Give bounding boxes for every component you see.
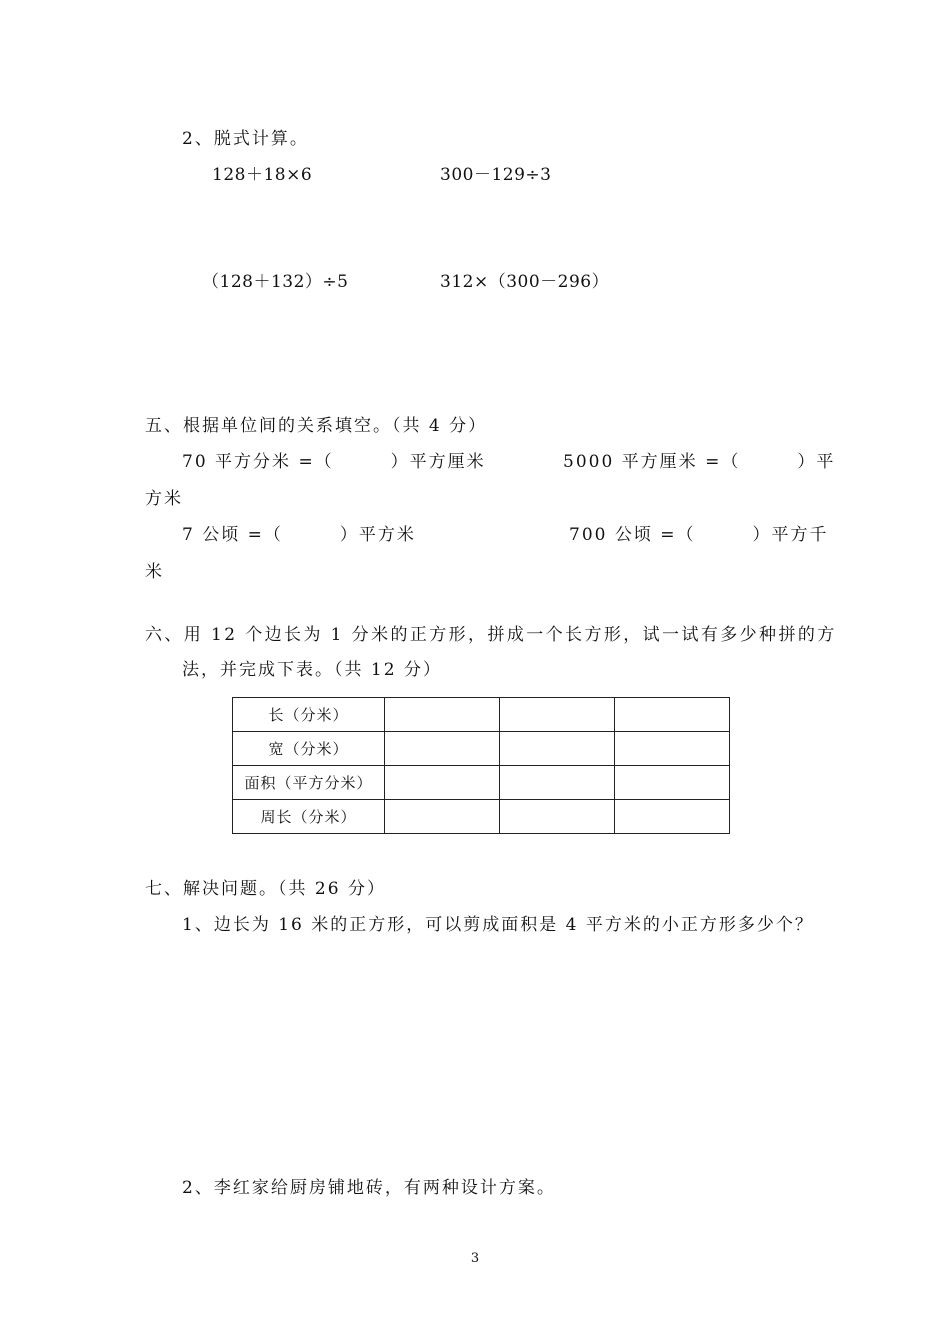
unit-question-2-continued: 方米 bbox=[145, 489, 183, 509]
unit-question-1: 70 平方分米 =（ ）平方厘米 bbox=[182, 452, 486, 472]
unit-question-2: 5000 平方厘米 =（ ）平 bbox=[563, 452, 836, 472]
unit-question-4: 700 公顷 =（ ）平方千 bbox=[569, 525, 829, 545]
calc-heading: 2、脱式计算。 bbox=[182, 129, 309, 149]
table-row bbox=[233, 732, 730, 766]
section-7-heading: 七、解决问题。（共 26 分） bbox=[145, 879, 386, 899]
unit-question-3: 7 公顷 =（ ）平方米 bbox=[182, 525, 416, 545]
section-6-heading-line-1: 六、用 12 个边长为 1 分米的正方形，拼成一个长方形，试一试有多少种拼的方 bbox=[145, 625, 837, 645]
row-label-perimeter: 周长（分米） bbox=[233, 800, 385, 834]
rectangle-table bbox=[232, 697, 730, 834]
calc-expression-3: （128＋132）÷5 bbox=[202, 272, 349, 292]
answer-cell[interactable] bbox=[385, 766, 500, 800]
table-row bbox=[233, 766, 730, 800]
answer-cell[interactable] bbox=[500, 766, 615, 800]
answer-cell[interactable] bbox=[615, 732, 730, 766]
answer-cell[interactable] bbox=[385, 732, 500, 766]
problem-2: 2、李红家给厨房铺地砖，有两种设计方案。 bbox=[182, 1178, 556, 1198]
calc-expression-4: 312×（300－296） bbox=[440, 272, 610, 292]
unit-question-4-continued: 米 bbox=[145, 562, 164, 582]
answer-cell[interactable] bbox=[615, 698, 730, 732]
table-row bbox=[233, 800, 730, 834]
answer-cell[interactable] bbox=[385, 800, 500, 834]
row-label-width: 宽（分米） bbox=[233, 732, 385, 766]
row-label-length: 长（分米） bbox=[233, 698, 385, 732]
answer-cell[interactable] bbox=[615, 766, 730, 800]
calc-expression-2: 300－129÷3 bbox=[440, 165, 552, 185]
table-row bbox=[233, 698, 730, 732]
section-6-heading-line-2: 法，并完成下表。（共 12 分） bbox=[182, 660, 442, 680]
calc-expression-1: 128＋18×6 bbox=[212, 165, 313, 185]
row-label-area: 面积（平方分米） bbox=[233, 766, 385, 800]
answer-cell[interactable] bbox=[615, 800, 730, 834]
answer-cell[interactable] bbox=[385, 698, 500, 732]
answer-cell[interactable] bbox=[500, 698, 615, 732]
answer-cell[interactable] bbox=[500, 800, 615, 834]
answer-cell[interactable] bbox=[500, 732, 615, 766]
section-5-heading: 五、根据单位间的关系填空。（共 4 分） bbox=[145, 416, 488, 436]
page-number: 3 bbox=[470, 1251, 480, 1266]
problem-1: 1、边长为 16 米的正方形，可以剪成面积是 4 平方米的小正方形多少个？ bbox=[182, 915, 814, 935]
